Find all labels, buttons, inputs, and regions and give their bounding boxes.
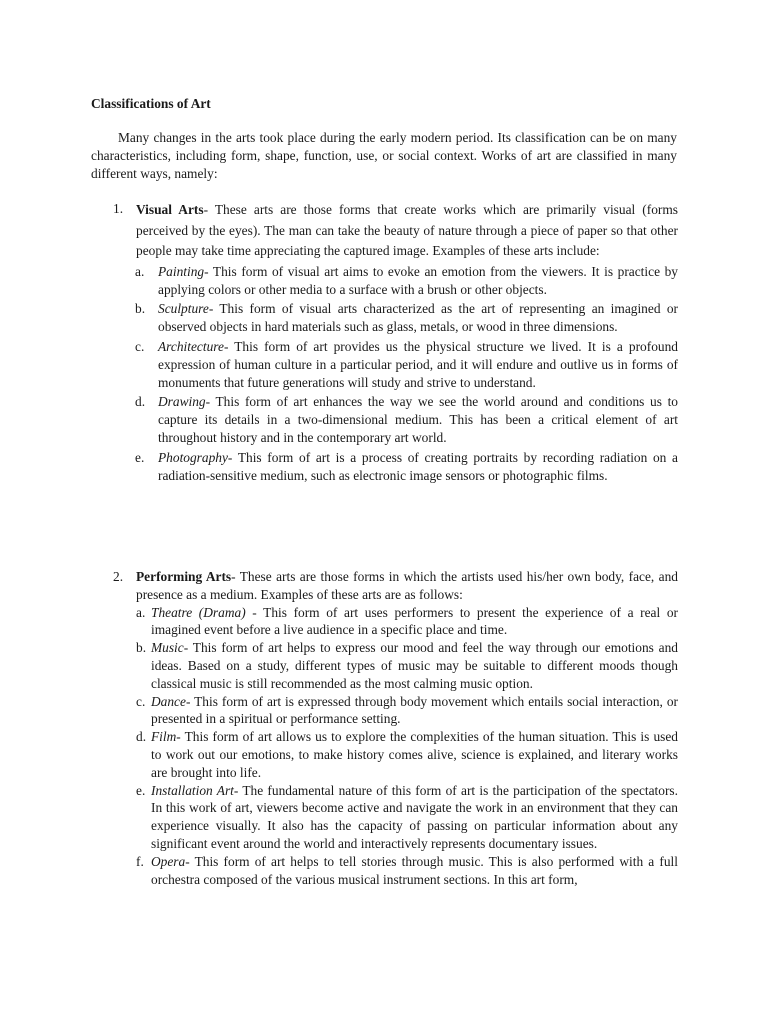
section-heading: Performing Arts [136,569,232,584]
list-letter: d. [136,729,147,745]
item-text: - This form of art is expressed through body movement which entails social interaction, or presented in a spiritual or performance setting. [151,693,678,727]
item-text: - This form of art uses performers to present the experience of a real or imagined event before a live audience in a specific place and time. [151,604,678,638]
item-text: - This form of visual art aims to evoke an emotion from the viewers. It is practice by applying colors or other media to a surface with a brush or other objects. [158,263,678,297]
item-term: Opera [151,853,186,869]
item-term: Music [151,640,184,656]
item-term: Dance [151,693,186,709]
item-term: Installation Art [151,782,234,798]
list-letter: e. [135,449,145,465]
section-heading-paragraph [136,568,678,604]
list-item [113,782,678,853]
list-letter: a. [135,263,145,279]
list-item [113,338,678,391]
item-term: Drawing [158,394,206,410]
item-text: - This form of art helps to express our mood and feel the way through our emotions and ideas. Based on a study, different types of music may be suitable to different moods though classical music is still recommended as the most calming music option. [151,640,678,691]
item-text: - This form of art allows us to explore the complexities of the human situation. This is used to work out our emotions, to make history comes alive, science is explained, and literary works are brought into life. [151,729,678,780]
visual-arts-list [113,263,678,485]
section-number: 1. [113,201,124,216]
item-term: Photography [158,449,228,465]
list-item [113,853,678,889]
list-letter: b. [135,301,146,317]
item-text: - This form of art enhances the way we see the world around and conditions us to capture its details in a two-dimensional medium. This has been a critical element of art throughout history and in the contemporary art world. [158,394,678,445]
item-term: Sculpture [158,301,209,317]
item-term: Painting [158,263,205,279]
item-text: - This form of visual arts characterized as the art of representing an imagined or observed objects in hard materials such as glass, metals, or wood in three dimensions. [158,301,678,335]
item-term: Theatre (Drama) [151,604,246,620]
section-visual-arts [113,200,678,484]
list-item [113,300,678,336]
item-term: Film [151,729,177,745]
list-item [113,263,678,299]
item-text: - This form of art provides us the physical structure we lived. It is a profound expression of human culture in a particular period, and it will endure and outlive us in forms of monuments that future generations will study and strive to understand. [158,338,678,390]
item-term: Architecture [158,338,224,354]
list-item [113,693,678,729]
item-text: - The fundamental nature of this form of art is the participation of the spectators. In this work of art, viewers become active and navigate the work in an environment that they can experience visually. It also has the capacity of passing on particular information about any significant event around the world and interactively represents documentary issues. [151,782,678,851]
section-performing-arts [113,568,678,888]
section-text: - These arts are those forms in which the artists used his/her own body, face, and presence as a medium. Examples of these arts are as follows: [136,569,678,602]
list-item [113,728,678,781]
list-item [113,449,678,485]
list-letter: c. [136,693,146,709]
performing-arts-list [113,604,678,889]
section-heading: Visual Arts [136,202,204,217]
list-item [113,639,678,692]
section-number: 2. [113,569,124,584]
item-text: - This form of art is a process of creating portraits by recording radiation on a radiation-sensitive medium, such as electronic image sensors or photographic films. [158,449,678,483]
list-letter: e. [136,782,146,798]
list-letter: f. [136,853,144,869]
list-letter: a. [136,604,146,620]
list-letter: c. [135,338,145,354]
item-text: - This form of art helps to tell stories through music. This is also performed with a full orchestra composed of the various musical instrument sections. In this art form, [151,853,678,887]
list-letter: d. [135,394,146,410]
document-title: Classifications of Art [91,96,211,111]
section-heading-paragraph [136,200,678,262]
section-text: - These arts are those forms that create works which are primarily visual (forms perceived by the eyes). The man can take the beauty of nature through a piece of paper so that other people may take time appreciating the captured image. Examples of these arts include: [136,202,678,259]
intro-paragraph: Many changes in the arts took place during the early modern period. Its classification can be on many characteristics, including form, shape, function, use, or social context. Works of art are classified in many different ways, namely: [91,130,677,181]
list-item [113,604,678,640]
list-item [113,393,678,446]
list-letter: b. [136,640,147,656]
